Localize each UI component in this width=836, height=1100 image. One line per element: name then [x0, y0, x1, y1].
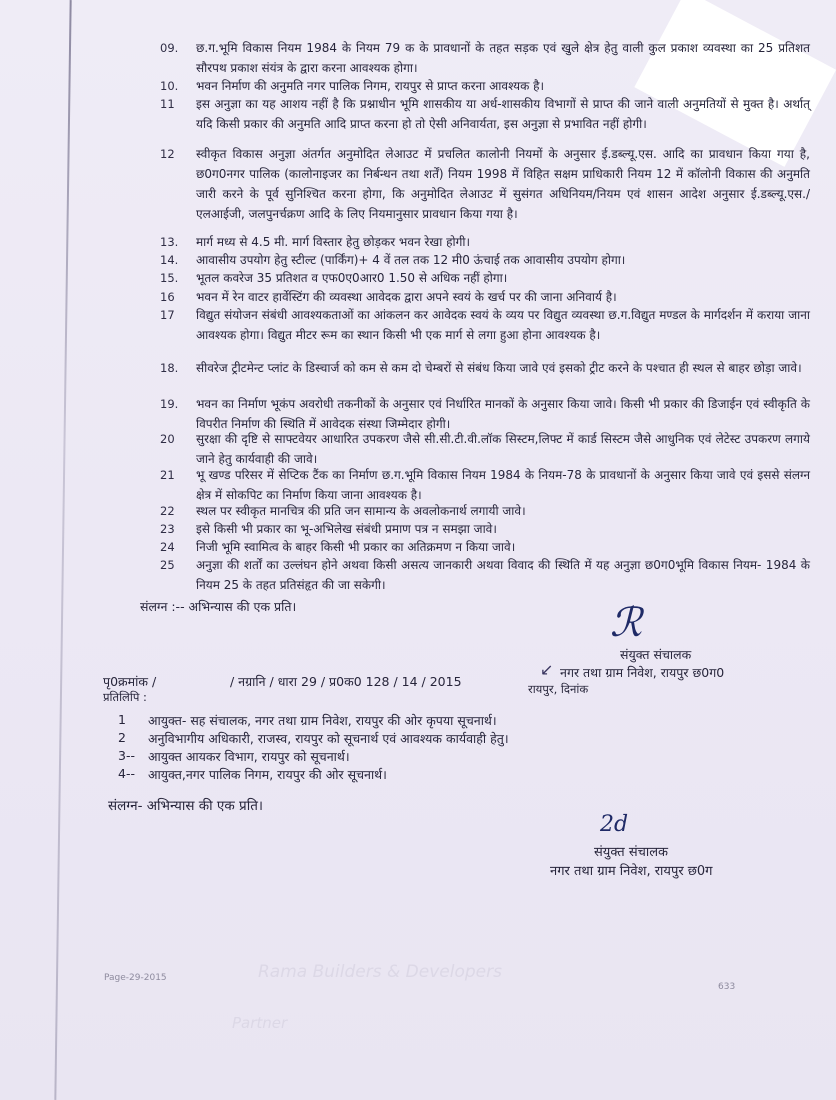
signature-flourish-icon: ↙: [540, 660, 554, 679]
signatory-office: नगर तथा ग्राम निवेश, रायपुर छ0ग0: [560, 665, 725, 680]
copy-item-text: अनुविभागीय अधिकारी, राजस्व, रायपुर को सूचनार्थ एवं आवश्यक कार्यवाही हेतु।: [148, 731, 509, 746]
condition-text: मार्ग मध्य से 4.5 मी. मार्ग विस्तार हेतु छोड़कर भवन रेखा होगी।: [196, 235, 471, 249]
condition-item: [0, 287, 836, 307]
copy-item-number: 1: [118, 712, 126, 727]
condition-text: निजी भूमि स्वामित्व के बाहर किसी भी प्रकार का अतिक्रमण न किया जावे।: [196, 540, 516, 554]
condition-item: [0, 358, 836, 398]
condition-number: 22: [160, 504, 175, 518]
condition-item: [0, 232, 836, 252]
copy-item-text: आयुक्त- सह संचालक, नगर तथा ग्राम निवेश, रायपुर की ओर कृपया सूचनार्थ।: [148, 713, 497, 728]
condition-item: [0, 555, 836, 595]
condition-text: अनुज्ञा की शर्तों का उल्लंघन होने अथवा किसी असत्य जानकारी अथवा विवाद की स्थिति में यह अनुज्ञा छ0ग0भूमि विकास नियम- 1984 के नियम 25 के तहत प्रतिसंहृत की जा सकेगी।: [196, 558, 810, 592]
signatory-office: नगर तथा ग्राम निवेश, रायपुर छ0ग: [550, 864, 713, 879]
condition-text: विद्युत संयोजन संबंधी आवश्यकताओं का आंकलन कर आवेदक स्वयं के व्यय पर विद्युत व्यवस्था छ.ग.विद्युत मण्डल के मार्गदर्शन में कराया जाना आवश्यक होगा। विद्युत मीटर रूम का स्थान किसी भी एक मार्ग से लगा हुआ होना आवश्यक है।: [196, 308, 810, 342]
copy-item-text: आयुक्त,नगर पालिक निगम, रायपुर की ओर सूचनार्थ।: [148, 767, 387, 782]
condition-number: 20: [160, 432, 175, 446]
condition-number: 24: [160, 540, 175, 554]
condition-item: [0, 38, 836, 78]
condition-item: [0, 465, 836, 505]
condition-text: सीवरेज ट्रीटमेन्ट प्लांट के डिस्चार्ज को कम से कम दो चेम्बरों से संबंध किया जावे एवं इसको ट्रीट करने के पश्चात ही स्थल से बाहर छोड़ा जावे।: [196, 361, 802, 375]
condition-text: छ.ग.भूमि विकास नियम 1984 के नियम 79 क के प्रावधानों के तहत सड़क एवं खुले क्षेत्र हेतु वाली कुल प्रकाश व्यवस्था का 25 प्रतिशत सौरपथ प्रकाश संयंत्र के द्वारा करना आवश्यक होगा।: [196, 41, 810, 75]
condition-number: 23: [160, 522, 175, 536]
signature-mark: ℛ: [610, 600, 642, 646]
reference-prefix: पृ0क्रमांक /: [103, 674, 157, 689]
company-stamp: Rama Builders & Developers: [258, 962, 502, 982]
condition-text: भू खण्ड परिसर में सेप्टिक टैंक का निर्माण छ.ग.भूमि विकास नियम 1984 के नियम-78 के प्रावधानों के अनुसार किया जावे एवं इससे संलग्न क्षेत्र में सोकपिट का निर्माण किया जाना आवश्यक है।: [196, 468, 810, 502]
condition-number: 19.: [160, 397, 179, 411]
reference-number: / नग्रानि / धारा 29 / प्र0क0 128 / 14 / 2015: [230, 674, 462, 689]
enclosure-note: संलग्न- अभिन्यास की एक प्रति।: [108, 798, 264, 814]
condition-number: 21: [160, 468, 175, 482]
condition-number: 15.: [160, 271, 179, 285]
condition-number: 09.: [160, 41, 179, 55]
condition-item: [0, 76, 836, 96]
copy-label: प्रतिलिपि :: [103, 690, 147, 704]
condition-text: भवन में रेन वाटर हार्वेस्टिंग की व्यवस्था आवेदक द्वारा अपने स्वयं के खर्च पर की जाना अनिवार्य है।: [196, 290, 617, 304]
condition-item: [0, 144, 836, 244]
condition-number: 13.: [160, 235, 179, 249]
signatory-title: संयुक्त संचालक: [594, 845, 669, 860]
signatory-title: संयुक्त संचालक: [620, 647, 692, 662]
condition-text: स्वीकृत विकास अनुज्ञा अंतर्गत अनुमोदित लेआउट में प्रचलित कालोनी नियमों के अनुसार ई.डब्ल्यू.एस. आदि का प्रावधान किया गया है, छ0ग0नगर पालिक (कालोनाइजर का निर्बन्धन तथा शर्तें) नियम 1998 में विहित सक्षम प्राधिकारी नियम 12 में कॉलोनी विकास की अनुमति जारी करने के पूर्व सुनिश्चित करना होगा, कि अनुमोदित लेआउट में सुसंगत अधिनियम/नियम एवं शासन आदेश अनुसार ई.डब्ल्यू.एस./एलआईजी, जलपुनर्चक्रण आदि के लिए नियमानुसार प्रावधान किया गया है।: [196, 147, 810, 221]
condition-number: 14.: [160, 253, 179, 267]
condition-text: सुरक्षा की दृष्टि से साफ्टवेयर आधारित उपकरण जैसे सी.सी.टी.वी.लॉक सिस्टम,लिफ्ट में कार्ड सिस्टम जैसे आधुनिक एवं लेटेस्ट उपकरण लगाये जाने हेतु कार्यवाही की जावे।: [196, 432, 810, 466]
partner-stamp: Partner: [232, 1014, 288, 1032]
place-date: रायपुर, दिनांक: [528, 682, 589, 696]
condition-item: [0, 305, 836, 365]
condition-number: 17: [160, 308, 175, 322]
condition-item: [0, 250, 836, 270]
condition-item: [0, 501, 836, 521]
condition-text: स्थल पर स्वीकृत मानचित्र की प्रति जन सामान्य के अवलोकनार्थ लगायी जावे।: [196, 504, 526, 518]
page-note: Page-29-2015: [104, 973, 167, 983]
condition-text: भूतल कवरेज 35 प्रतिशत व एफ0ए0आर0 1.50 से अधिक नहीं होगा।: [196, 271, 508, 285]
copy-item-text: आयुक्त आयकर विभाग, रायपुर को सूचनार्थ।: [148, 749, 350, 764]
enclosure-note: संलग्न :-- अभिन्यास की एक प्रति।: [140, 599, 297, 614]
condition-number: 10.: [160, 79, 179, 93]
condition-number: 16: [160, 290, 175, 304]
copy-item-number: 4--: [118, 766, 135, 781]
condition-text: आवासीय उपयोग हेतु स्टील्ट (पार्किंग)+ 4 वें तल तक 12 मी0 ऊंचाई तक आवासीय उपयोग होगा।: [196, 253, 626, 267]
condition-item: [0, 394, 836, 434]
condition-text: भवन का निर्माण भूकंप अवरोधी तकनीकों के अनुसार एवं निर्धारित मानकों के अनुसार किया जावे। किसी भी प्रकार की डिजाईन एवं स्वीकृति के विपरीत निर्माण की स्थिति में आवेदक संस्था जिम्मेदार होगी।: [196, 397, 810, 431]
condition-number: 11: [160, 97, 175, 111]
condition-item: [0, 519, 836, 539]
copy-item-number: 2: [118, 730, 126, 745]
condition-item: [0, 268, 836, 288]
condition-number: 25: [160, 558, 175, 572]
initials-signature: 2d: [600, 812, 629, 837]
copy-item-number: 3--: [118, 748, 135, 763]
condition-item: [0, 429, 836, 469]
condition-number: 12: [160, 147, 175, 161]
condition-text: इस अनुज्ञा का यह आशय नहीं है कि प्रश्नाधीन भूमि शासकीय या अर्ध-शासकीय विभागों से प्राप्त की जाने वाली अनुमतियों से मुक्त है। अर्थात् यदि किसी प्रकार की अनुमति आदि प्राप्त करना हो तो ऐसी अनिवार्यता, इस अनुज्ञा से प्रभावित नहीं होगी।: [196, 97, 810, 131]
condition-number: 18.: [160, 361, 179, 375]
condition-text: भवन निर्माण की अनुमति नगर पालिक निगम, रायपुर से प्राप्त करना आवश्यक है।: [196, 79, 545, 93]
condition-text: इसे किसी भी प्रकार का भू-अभिलेख संबंधी प्रमाण पत्र न समझा जावे।: [196, 522, 497, 536]
page-number: 633: [718, 982, 736, 992]
condition-item: [0, 537, 836, 557]
